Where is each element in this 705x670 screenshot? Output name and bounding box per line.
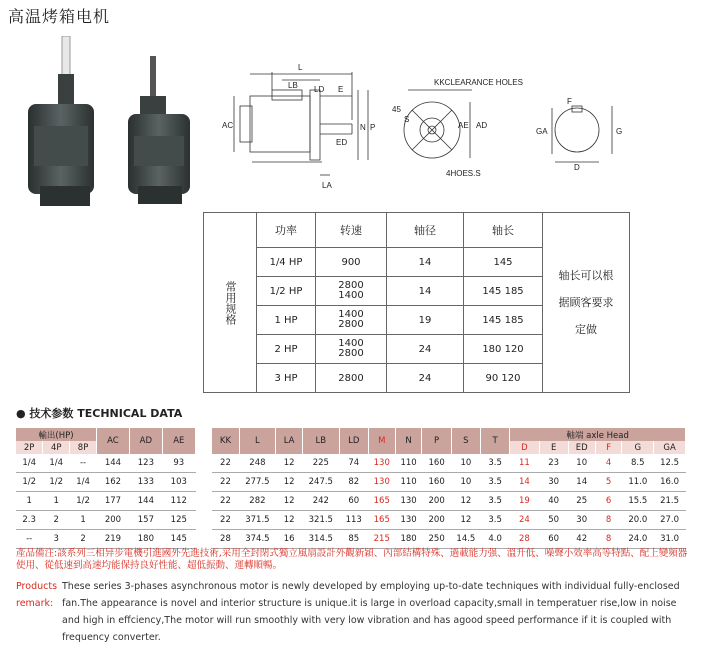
technical-cell: 180 xyxy=(395,530,422,549)
technical-cell: 200 xyxy=(96,511,129,530)
spec-shaft-l: 145 185 xyxy=(464,306,543,335)
col-header: L xyxy=(239,428,276,454)
technical-cell: 21.5 xyxy=(654,492,686,511)
technical-cell: 3.5 xyxy=(481,511,510,530)
spec-shaft-d: 24 xyxy=(387,335,464,364)
label-AE: AE xyxy=(458,121,469,130)
label-LA: LA xyxy=(322,181,332,190)
technical-cell: 8 xyxy=(595,530,622,549)
spec-header-speed: 转速 xyxy=(316,213,387,248)
technical-cell: 110 xyxy=(395,473,422,492)
technical-cell: 15.5 xyxy=(622,492,654,511)
technical-cell: 200 xyxy=(422,492,451,511)
label-LB: LB xyxy=(288,81,298,90)
col-header: T xyxy=(481,428,510,454)
technical-cell: 74 xyxy=(339,454,368,473)
technical-cell: 22 xyxy=(212,511,239,530)
technical-cell: 282 xyxy=(239,492,276,511)
technical-cell: 4 xyxy=(595,454,622,473)
technical-cell: 314.5 xyxy=(303,530,340,549)
technical-cell: 103 xyxy=(162,473,195,492)
technical-cell: 22 xyxy=(212,492,239,511)
axle-col-header: E xyxy=(539,441,568,454)
technical-cell: 123 xyxy=(129,454,162,473)
axle-header: 軸端 axle Head xyxy=(510,428,686,441)
technical-cell: 130 xyxy=(368,473,395,492)
technical-cell: 1/4 xyxy=(43,454,70,473)
technical-cell: 125 xyxy=(162,511,195,530)
technical-table xyxy=(16,428,686,549)
spec-shaft-d: 14 xyxy=(387,277,464,306)
technical-cell: 30 xyxy=(568,511,595,530)
technical-cell: 4.0 xyxy=(481,530,510,549)
technical-cell: 10 xyxy=(568,454,595,473)
spec-shaft-l: 90 120 xyxy=(464,364,543,393)
technical-cell: 242 xyxy=(303,492,340,511)
technical-cell: 3 xyxy=(43,530,70,549)
dimension-drawing xyxy=(222,50,692,210)
spec-shaft-l: 180 120 xyxy=(464,335,543,364)
col-header: AD xyxy=(129,428,162,454)
col-header: LD xyxy=(339,428,368,454)
spec-speed: 2800 xyxy=(316,364,387,393)
technical-cell: 31.0 xyxy=(654,530,686,549)
spec-table xyxy=(203,212,630,393)
pole-header: 2P xyxy=(16,441,43,454)
technical-cell: 5 xyxy=(595,473,622,492)
technical-cell: 22 xyxy=(212,473,239,492)
technical-cell: 12 xyxy=(451,511,480,530)
spec-shaft-l: 145 xyxy=(464,248,543,277)
technical-row xyxy=(16,473,686,492)
label-E: E xyxy=(338,85,344,94)
spec-note-line: 据顾客要求 xyxy=(558,296,614,309)
technical-cell: 14 xyxy=(510,473,539,492)
axle-col-header: GA xyxy=(654,441,686,454)
technical-row xyxy=(16,492,686,511)
spec-power: 2 HP xyxy=(257,335,316,364)
spec-shaft-d: 14 xyxy=(387,248,464,277)
technical-cell: 12 xyxy=(276,511,303,530)
technical-cell: 144 xyxy=(96,454,129,473)
technical-cell: 165 xyxy=(368,511,395,530)
technical-cell: 1/2 xyxy=(16,473,43,492)
technical-cell: 10 xyxy=(451,454,480,473)
technical-cell: 2 xyxy=(43,511,70,530)
col-header: AC xyxy=(96,428,129,454)
label-GA: GA xyxy=(536,127,548,136)
label-P: P xyxy=(370,123,376,132)
technical-cell: 42 xyxy=(568,530,595,549)
axle-col-header: D xyxy=(510,441,539,454)
technical-cell: 225 xyxy=(303,454,340,473)
technical-cell: 11.0 xyxy=(622,473,654,492)
col-header: N xyxy=(395,428,422,454)
label-holes: 4HOES.S xyxy=(446,169,481,178)
technical-cell: 248 xyxy=(239,454,276,473)
technical-cell: 82 xyxy=(339,473,368,492)
technical-cell: 12 xyxy=(276,473,303,492)
technical-cell: 130 xyxy=(395,511,422,530)
technical-cell: 30 xyxy=(539,473,568,492)
technical-cell: 145 xyxy=(162,530,195,549)
technical-cell: 11 xyxy=(510,454,539,473)
technical-cell: 6 xyxy=(595,492,622,511)
technical-row xyxy=(16,530,686,549)
technical-cell: 180 xyxy=(129,530,162,549)
technical-cell: 8 xyxy=(595,511,622,530)
technical-cell: 40 xyxy=(539,492,568,511)
label-LD: LD xyxy=(314,85,325,94)
technical-cell: 110 xyxy=(395,454,422,473)
spec-power: 1 HP xyxy=(257,306,316,335)
spec-note-line: 定做 xyxy=(575,323,597,336)
technical-cell: 321.5 xyxy=(303,511,340,530)
technical-cell: 22 xyxy=(212,454,239,473)
label-D: D xyxy=(574,163,580,172)
technical-cell: 28 xyxy=(212,530,239,549)
technical-cell: 162 xyxy=(96,473,129,492)
technical-cell: 113 xyxy=(339,511,368,530)
technical-cell: 247.5 xyxy=(303,473,340,492)
spec-shaft-d: 24 xyxy=(387,364,464,393)
col-header: AE xyxy=(162,428,195,454)
col-header: M xyxy=(368,428,395,454)
col-header: KK xyxy=(212,428,239,454)
technical-cell: 371.5 xyxy=(239,511,276,530)
spec-shaft-d: 19 xyxy=(387,306,464,335)
label-kk-holes: KKCLEARANCE HOLES xyxy=(434,78,523,87)
technical-cell: 14.5 xyxy=(451,530,480,549)
technical-cell: 85 xyxy=(339,530,368,549)
label-G: G xyxy=(616,127,623,136)
technical-cell: 157 xyxy=(129,511,162,530)
technical-cell: 60 xyxy=(539,530,568,549)
spec-speed: 2800 1400 xyxy=(316,277,387,306)
technical-cell: 3.5 xyxy=(481,492,510,511)
axle-col-header: ED xyxy=(568,441,595,454)
spec-header-power: 功率 xyxy=(257,213,316,248)
technical-cell: 177 xyxy=(96,492,129,511)
technical-cell: 27.0 xyxy=(654,511,686,530)
technical-cell: 112 xyxy=(162,492,195,511)
technical-cell: -- xyxy=(16,530,43,549)
technical-cell: 1 xyxy=(16,492,43,511)
technical-cell: 1/2 xyxy=(70,492,97,511)
technical-cell: 133 xyxy=(129,473,162,492)
remark-en-text: These series 3-phases asynchronous motor is newly developed by employing up-to-date techniques with individual fully-enclosed fan.The appearance is novel and interior structure is unique.it is large in overload capacity,small in temperatuer rise,low in noise and high in effciency,The motor will run smoothly with very low vibration and has agood speed performance if it is coupled with frequency converter. xyxy=(62,581,680,643)
technical-cell: 277.5 xyxy=(239,473,276,492)
technical-cell: 374.5 xyxy=(239,530,276,549)
technical-cell: 1/2 xyxy=(43,473,70,492)
technical-cell: 28 xyxy=(510,530,539,549)
col-header: S xyxy=(451,428,480,454)
label-angle: 45 xyxy=(392,105,401,114)
remark-cn-text: 該系列三相异步電機引進國外先進技術,采用全封閉式獨立風扇設計外觀新穎、內部結構特殊、過載能力强、溫升低、噪聲小效率高等特點、配上變頻器使用、從低速到高速均能保持良好性能、超低振動、運轉順暢。 xyxy=(16,548,688,571)
technical-cell: 60 xyxy=(339,492,368,511)
col-header: LA xyxy=(276,428,303,454)
spec-power: 1/2 HP xyxy=(257,277,316,306)
label-AC: AC xyxy=(222,121,234,130)
label-S: S xyxy=(404,115,410,124)
page-title: 高温烤箱电机 xyxy=(8,7,111,26)
technical-cell: 130 xyxy=(395,492,422,511)
technical-cell: 25 xyxy=(568,492,595,511)
technical-cell: 215 xyxy=(368,530,395,549)
technical-cell: -- xyxy=(70,454,97,473)
technical-cell: 12.5 xyxy=(654,454,686,473)
technical-cell: 24.0 xyxy=(622,530,654,549)
spec-speed: 1400 2800 xyxy=(316,335,387,364)
technical-cell: 93 xyxy=(162,454,195,473)
spec-side-label: 常用规格 xyxy=(204,213,257,393)
spec-power: 3 HP xyxy=(257,364,316,393)
col-header: LB xyxy=(303,428,340,454)
technical-cell: 3.5 xyxy=(481,473,510,492)
pole-header: 8P xyxy=(70,441,97,454)
spec-shaft-l: 145 185 xyxy=(464,277,543,306)
technical-cell: 1 xyxy=(43,492,70,511)
spec-speed: 900 xyxy=(316,248,387,277)
technical-cell: 1 xyxy=(70,511,97,530)
technical-cell: 219 xyxy=(96,530,129,549)
label-AD: AD xyxy=(476,121,488,130)
axle-col-header: G xyxy=(622,441,654,454)
technical-cell: 14 xyxy=(568,473,595,492)
technical-cell: 130 xyxy=(368,454,395,473)
remarks xyxy=(16,548,696,646)
remark-cn-label: 產品備注: xyxy=(16,548,58,559)
technical-cell: 160 xyxy=(422,454,451,473)
technical-cell: 8.5 xyxy=(622,454,654,473)
technical-cell: 16.0 xyxy=(654,473,686,492)
technical-cell: 165 xyxy=(368,492,395,511)
output-header: 輸出(HP) xyxy=(16,428,96,441)
motor-photo xyxy=(20,36,200,216)
axle-col-header: F xyxy=(595,441,622,454)
technical-cell: 19 xyxy=(510,492,539,511)
technical-cell: 20.0 xyxy=(622,511,654,530)
technical-heading: ● 技术参数 TECHNICAL DATA xyxy=(16,407,183,420)
technical-row xyxy=(16,454,686,473)
technical-cell: 16 xyxy=(276,530,303,549)
technical-cell: 10 xyxy=(451,473,480,492)
technical-cell: 50 xyxy=(539,511,568,530)
technical-cell: 160 xyxy=(422,473,451,492)
technical-cell: 12 xyxy=(276,492,303,511)
spec-header-shaft-length: 轴长 xyxy=(464,213,543,248)
technical-cell: 23 xyxy=(539,454,568,473)
spec-speed: 1400 2800 xyxy=(316,306,387,335)
technical-cell: 1/4 xyxy=(70,473,97,492)
technical-cell: 12 xyxy=(451,492,480,511)
technical-cell: 2 xyxy=(70,530,97,549)
col-header: P xyxy=(422,428,451,454)
pole-header: 4P xyxy=(43,441,70,454)
label-F: F xyxy=(567,97,572,106)
spec-note xyxy=(543,213,630,393)
technical-cell: 144 xyxy=(129,492,162,511)
label-L: L xyxy=(298,63,303,72)
technical-cell: 250 xyxy=(422,530,451,549)
technical-cell: 12 xyxy=(276,454,303,473)
technical-cell: 200 xyxy=(422,511,451,530)
label-N: N xyxy=(360,123,366,132)
remark-en-label: Products remark: xyxy=(16,581,58,609)
spec-note-line: 轴长可以根 xyxy=(558,269,614,282)
remark-cn xyxy=(16,548,696,572)
technical-row xyxy=(16,511,686,530)
technical-cell: 3.5 xyxy=(481,454,510,473)
spec-header-shaft-diameter: 轴径 xyxy=(387,213,464,248)
technical-cell: 1/4 xyxy=(16,454,43,473)
spec-power: 1/4 HP xyxy=(257,248,316,277)
technical-cell: 2.3 xyxy=(16,511,43,530)
label-ED: ED xyxy=(336,138,348,147)
technical-cell: 24 xyxy=(510,511,539,530)
